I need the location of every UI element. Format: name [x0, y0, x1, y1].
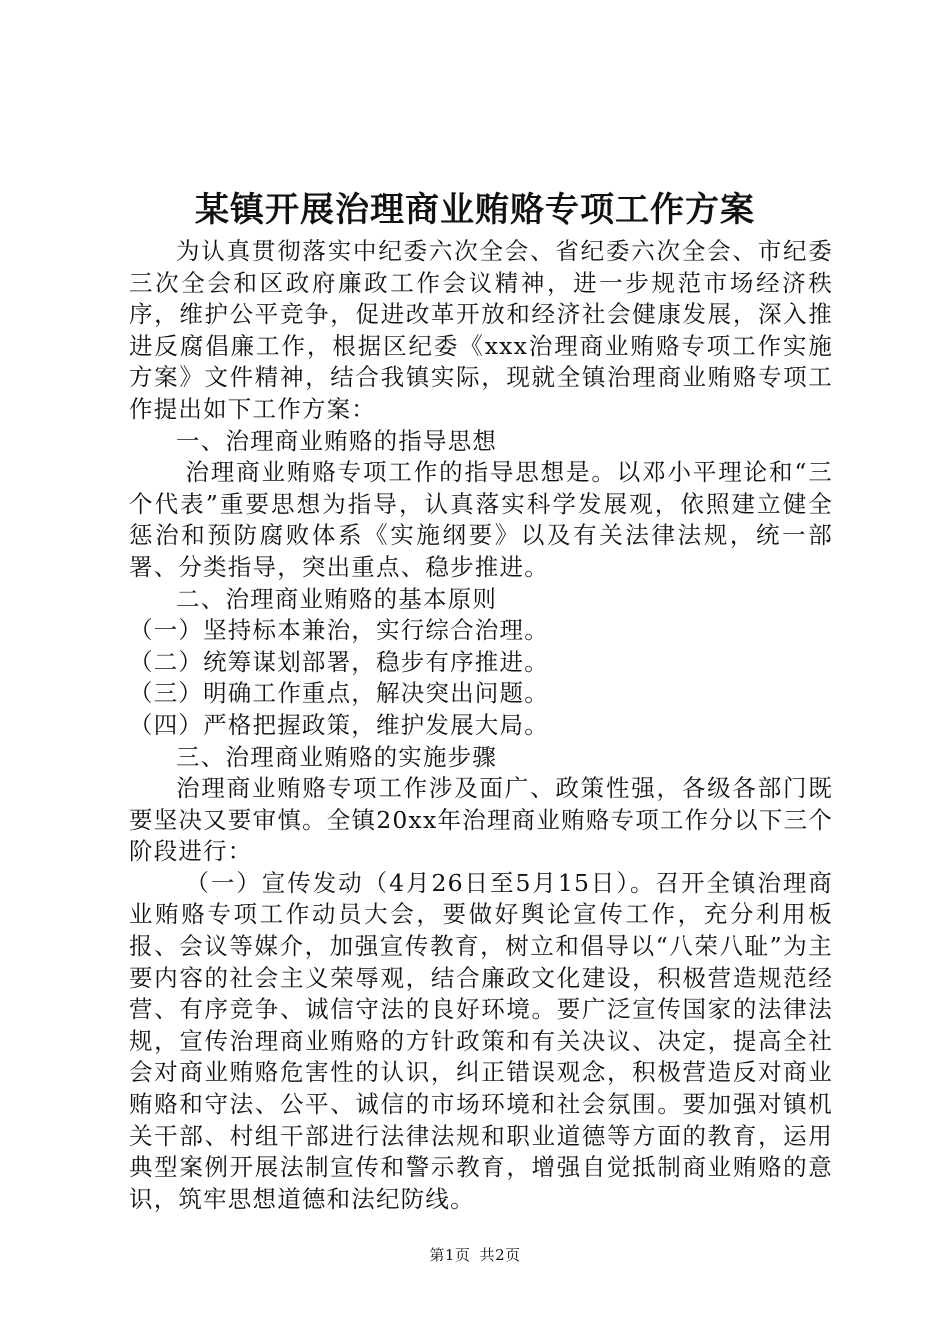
- page-footer: [0, 1244, 950, 1265]
- section-heading-3: 三、治理商业贿赂的实施步骤: [176, 742, 498, 771]
- document-title: 某镇开展治理商业贿赂专项工作方案: [195, 190, 755, 230]
- page-total: 共2页: [479, 1246, 521, 1264]
- intro-paragraph: 为认真贯彻落实中纪委六次全会、省纪委六次全会、市纪委三次全会和区政府廉政工作会议精神，进一步规范市场经济秩序，维护公平竞争，促进改革开放和经济社会健康发展，深入推进反腐倡廉工作，根据区纪委《xxx治理商业贿赂专项工作实施方案》文件精神，结合我镇实际，现就全镇治理商业贿赂专项工作提出如下工作方案：: [129, 237, 833, 423]
- principle-item-3: （三）明确工作重点，解决突出问题。: [129, 679, 549, 708]
- step-1-paragraph: （一）宣传发动（4月26日至5月15日）。召开全镇治理商业贿赂专项工作动员大会，要做好舆论宣传工作，充分利用板报、会议等媒介，加强宣传教育，树立和倡导以“八荣八耻”为主要内容的社会主义荣辱观，结合廉政文化建设，积极营造规范经营、有序竞争、诚信守法的良好环境。要广泛宣传国家的法律法规，宣传治理商业贿赂的方针政策和有关决议、决定，提高全社会对商业贿赂危害性的认识，纠正错误观念，积极营造反对商业贿赂和守法、公平、诚信的市场环境和社会氛围。要加强对镇机关干部、村组干部进行法律法规和职业道德等方面的教育，运用典型案例开展法制宣传和警示教育，增强自觉抵制商业贿赂的意识，筑牢思想道德和法纪防线。: [129, 868, 833, 1213]
- guiding-thought-paragraph: 治理商业贿赂专项工作的指导思想是。以邓小平理论和“三个代表”重要思想为指导，认真落实科学发展观，依照建立健全惩治和预防腐败体系《实施纲要》以及有关法律法规，统一部署、分类指导，突出重点、稳步推进。: [129, 458, 833, 581]
- section-heading-1: 一、治理商业贿赂的指导思想: [176, 426, 498, 455]
- principle-item-4: （四）严格把握政策，维护发展大局。: [129, 710, 549, 739]
- steps-intro-paragraph: 治理商业贿赂专项工作涉及面广、政策性强，各级各部门既要坚决又要审慎。全镇20xx年治理商业贿赂专项工作分以下三个阶段进行：: [129, 774, 833, 866]
- principle-item-2: （二）统筹谋划部署，稳步有序推进。: [129, 647, 549, 676]
- principle-item-1: （一）坚持标本兼治，实行综合治理。: [129, 616, 549, 645]
- page-number: 第1页: [429, 1246, 471, 1264]
- section-heading-2: 二、治理商业贿赂的基本原则: [176, 584, 498, 613]
- document-body: [129, 236, 833, 1215]
